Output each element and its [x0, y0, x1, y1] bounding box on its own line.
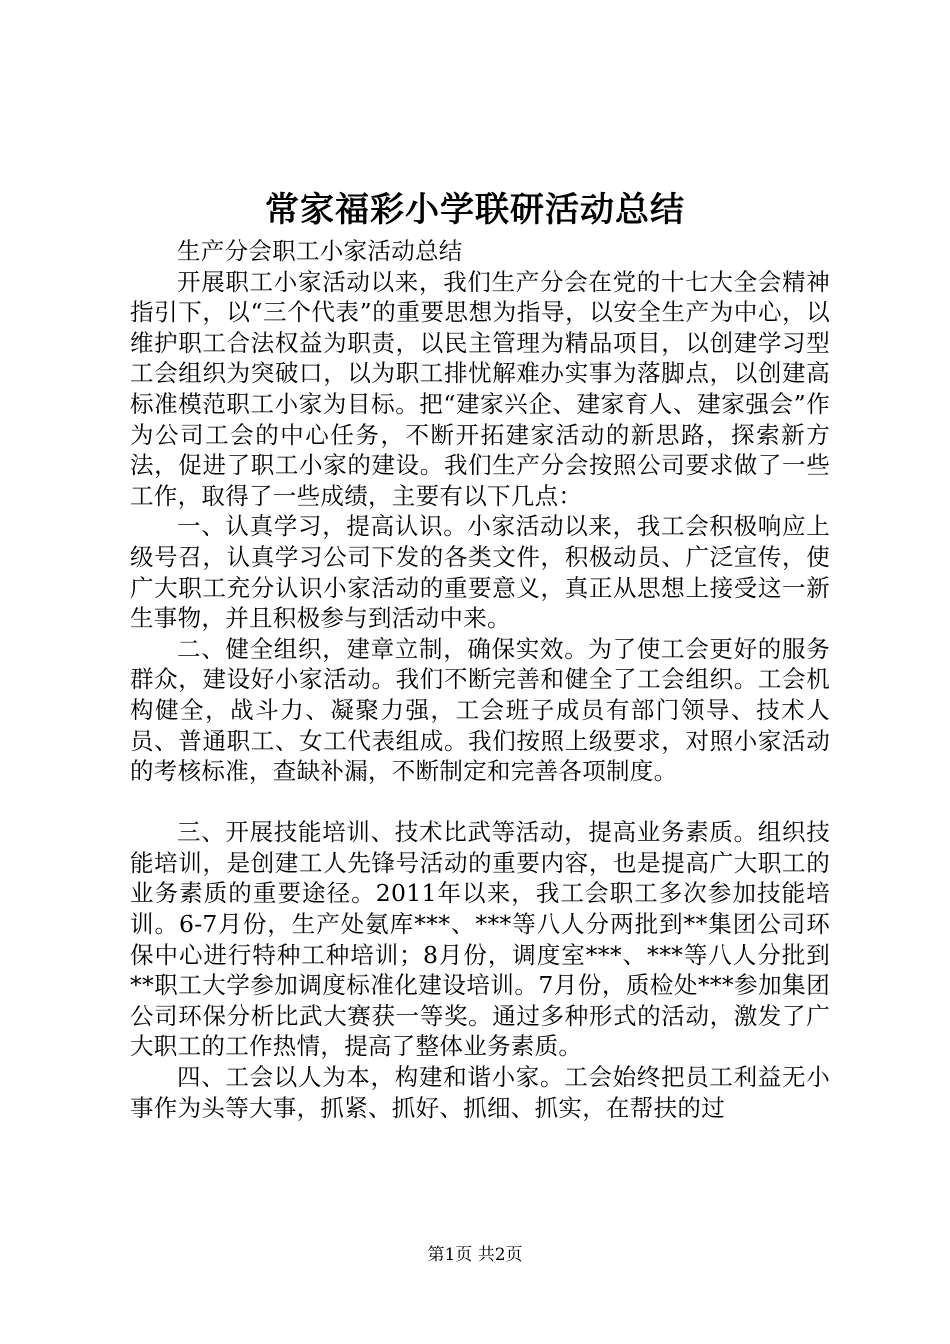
section-one-paragraph: 一、认真学习，提高认识。小家活动以来，我工会积极响应上级号召，认真学习公司下发的各类文件，积极动员、广泛宣传，使广大职工充分认识小家活动的重要意义，真正从思想上接受这一新生事物，并且积极参与到活动中来。	[130, 512, 830, 633]
intro-paragraph: 开展职工小家活动以来，我们生产分会在党的十七大全会精神指引下，以“三个代表”的重要思想为指导，以安全生产为中心，以维护职工合法权益为职责，以民主管理为精品项目，以创建学习型工会组织为突破口，以为职工排忧解难办实事为落脚点，以创建高标准模范职工小家为目标。把“建家兴企、建家育人、建家强会”作为公司工会的中心任务，不断开拓建家活动的新思路，探索新方法，促进了职工小家的建设。我们生产分会按照公司要求做了一些工作，取得了一些成绩，主要有以下几点：	[130, 267, 830, 510]
section-four-paragraph: 四、工会以人为本，构建和谐小家。工会始终把员工利益无小事作为头等大事，抓紧、抓好、抓细、抓实，在帮扶的过	[130, 1063, 830, 1122]
section-two-paragraph: 二、健全组织，建章立制，确保实效。为了使工会更好的服务群众，建设好小家活动。我们不断完善和健全了工会组织。工会机构健全，战斗力、凝聚力强，工会班子成员有部门领导、技术人员、普通职工、女工代表组成。我们按照上级要求，对照小家活动的考核标准，查缺补漏，不断制定和完善各项制度。	[130, 634, 830, 786]
section-three-paragraph: 三、开展技能培训、技术比武等活动，提高业务素质。组织技能培训，是创建工人先锋号活动的重要内容，也是提高广大职工的业务素质的重要途径。2011年以来，我工会职工多次参加技能培训。6-7月份，生产处氨库***、***等八人分两批到**集团公司环保中心进行特种工种培训；8月份，调度室***、***等八人分批到**职工大学参加调度标准化建设培训。7月份，质检处***参加集团公司环保分析比武大赛获一等奖。通过多种形式的活动，激发了广大职工的工作热情，提高了整体业务素质。	[130, 818, 830, 1061]
document-body	[130, 236, 830, 1123]
subtitle-paragraph: 生产分会职工小家活动总结	[177, 237, 463, 265]
document-title: 常家福彩小学联研活动总结	[265, 190, 685, 230]
page-footer: 第1页 共2页	[427, 1245, 523, 1265]
